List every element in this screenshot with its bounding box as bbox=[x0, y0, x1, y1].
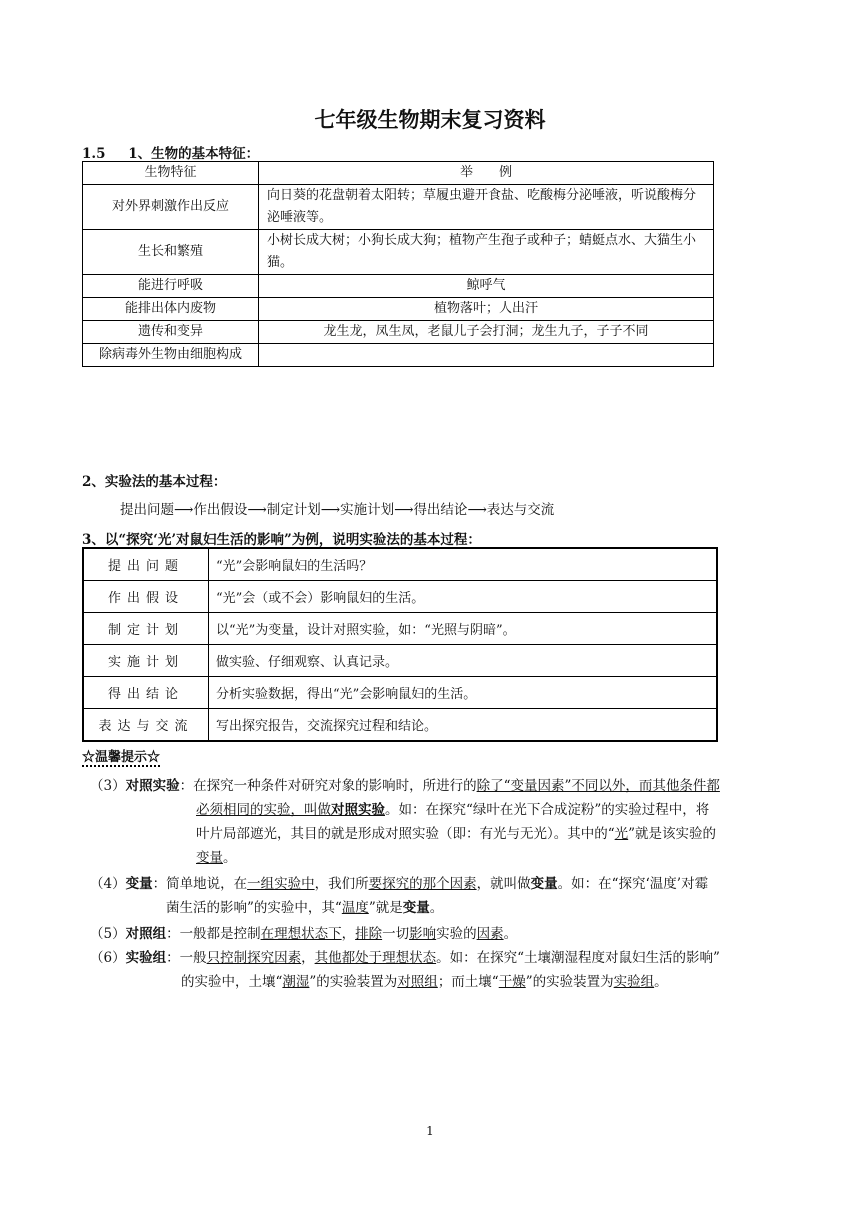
note-label: （6） bbox=[90, 950, 126, 966]
note-text: ：在探究一种条件对研究对象的影响时，所进行的 bbox=[179, 778, 477, 794]
note-3-line2 bbox=[196, 798, 709, 822]
example-cell: 向日葵的花盘朝着太阳转；草履虫避开食盐、吃酸梅分泌唾液，听说酸梅分泌唾液等。 bbox=[259, 185, 714, 230]
note-text: 菌生活的影响”的实验中，其“ bbox=[166, 900, 342, 916]
table-row bbox=[83, 709, 717, 742]
flow-step: 提出问题 bbox=[120, 502, 174, 518]
example-cell: 鲸呼气 bbox=[259, 275, 714, 298]
note-3-line4 bbox=[196, 846, 237, 870]
tips-heading-text: ☆温馨提示☆ bbox=[82, 750, 161, 765]
note-underline: 潮湿 bbox=[282, 974, 310, 990]
long-arrow-icon: ⟶ bbox=[247, 502, 267, 518]
note-text: 。 bbox=[223, 850, 237, 866]
feature-cell: 生长和繁殖 bbox=[83, 230, 259, 275]
features-table bbox=[82, 161, 714, 367]
flow-step: 得出结论 bbox=[413, 502, 468, 518]
feature-cell: 能排出体内废物 bbox=[83, 298, 259, 321]
note-bold: 变量 bbox=[402, 900, 430, 916]
page-number: 1 bbox=[426, 1124, 434, 1138]
example-cell: 植物落叶；人出汗 bbox=[259, 298, 714, 321]
table-row bbox=[83, 344, 714, 367]
flow-step: 作出假设 bbox=[193, 502, 248, 518]
process-flow bbox=[120, 498, 554, 518]
note-text: ”就是 bbox=[368, 900, 403, 916]
note-text: ：一般都是控制 bbox=[166, 926, 261, 942]
step-cell: 实施计划 bbox=[83, 645, 209, 677]
table-row bbox=[83, 230, 714, 275]
note-6 bbox=[90, 946, 720, 970]
note-underline: 光 bbox=[614, 826, 629, 842]
note-underline: 一组实验中 bbox=[247, 876, 315, 892]
note-text: ”的实验装置为 bbox=[525, 974, 614, 990]
note-text: ，我们所 bbox=[314, 876, 369, 892]
note-text: 。 bbox=[654, 974, 668, 990]
note-text: ， bbox=[301, 950, 315, 966]
note-underline: 除了“变量因素”不同以外，而其他条件都 bbox=[476, 778, 720, 794]
note-text: 叶片局部遮光，其目的就是形成对照实验（即：有光与无光）。其中的“ bbox=[196, 826, 615, 842]
note-term: 变量 bbox=[125, 876, 153, 892]
long-arrow-icon: ⟶ bbox=[394, 502, 414, 518]
desc-cell: 以“光”为变量，设计对照实验，如：“光照与阴暗”。 bbox=[209, 613, 718, 645]
note-term: 对照组 bbox=[125, 926, 167, 942]
note-text: ”就是该实验的 bbox=[628, 826, 717, 842]
note-label: （5） bbox=[90, 926, 126, 942]
table-row bbox=[83, 185, 714, 230]
note-text: 。如：在“探究‘温度’对霉 bbox=[557, 876, 709, 892]
table-header-row bbox=[83, 162, 714, 185]
step-cell: 提出问题 bbox=[83, 548, 209, 581]
table-header: 举 例 bbox=[259, 162, 714, 185]
step-cell: 制定计划 bbox=[83, 613, 209, 645]
note-4-line2 bbox=[166, 896, 443, 920]
note-text: 。 bbox=[429, 900, 444, 916]
note-5 bbox=[90, 922, 517, 946]
note-text: ， bbox=[341, 926, 356, 942]
note-text: ：简单地说，在 bbox=[152, 876, 248, 892]
desc-cell: “光”会影响鼠妇的生活吗？ bbox=[209, 548, 718, 581]
section1-heading bbox=[82, 142, 259, 162]
note-underline: 只控制探究因素 bbox=[206, 950, 302, 966]
note-text: 一切 bbox=[382, 926, 410, 942]
note-text: ，就叫做 bbox=[476, 876, 531, 892]
step-cell: 得出结论 bbox=[83, 677, 209, 709]
long-arrow-icon: ⟶ bbox=[320, 502, 341, 518]
example-cell: 龙生龙，凤生凤，老鼠儿子会打洞；龙生九子，子子不同 bbox=[259, 321, 714, 344]
note-underline: 其他都处于理想状态 bbox=[314, 950, 437, 966]
table-row bbox=[83, 613, 717, 645]
note-underline: 温度 bbox=[341, 900, 369, 916]
feature-cell: 对外界刺激作出反应 bbox=[83, 185, 259, 230]
note-text: 。如：在探究“土壤潮湿程度对鼠妇生活的影响” bbox=[436, 950, 720, 966]
table-row bbox=[83, 581, 717, 613]
note-term: 实验组 bbox=[125, 950, 167, 966]
note-label: （3） bbox=[90, 778, 126, 794]
note-text: ”的实验装置为 bbox=[309, 974, 398, 990]
table-row bbox=[83, 548, 717, 581]
note-underline: 因素 bbox=[476, 926, 504, 942]
feature-cell: 除病毒外生物由细胞构成 bbox=[83, 344, 259, 367]
page-title: 七年级生物期末复习资料 bbox=[314, 107, 546, 132]
note-underline: 影响 bbox=[409, 926, 437, 942]
note-underline: 排除 bbox=[355, 926, 383, 942]
section-number: 1.5 bbox=[82, 146, 106, 162]
note-3-line3 bbox=[196, 822, 716, 846]
example-cell bbox=[259, 344, 714, 367]
step-cell: 表达与交流 bbox=[83, 709, 209, 742]
note-text: 的实验中，土壤“ bbox=[181, 974, 283, 990]
note-term: 对照实验 bbox=[125, 778, 180, 794]
section1-title: 1、生物的基本特征： bbox=[128, 146, 260, 162]
table-row bbox=[83, 677, 717, 709]
note-bold: 变量 bbox=[530, 876, 558, 892]
note-3 bbox=[90, 774, 720, 798]
note-label: （4） bbox=[90, 876, 126, 892]
flow-step: 表达与交流 bbox=[486, 502, 555, 518]
note-text: ；而土壤“ bbox=[437, 974, 499, 990]
section3-heading: 3、以“探究‘光’对鼠妇生活的影响”为例，说明实验法的基本过程： bbox=[82, 532, 481, 548]
example-cell: 小树长成大树；小狗长成大狗；植物产生孢子或种子；蜻蜓点水、大猫生小猫。 bbox=[259, 230, 714, 275]
table-row bbox=[83, 321, 714, 344]
desc-cell: 写出探究报告，交流探究过程和结论。 bbox=[209, 709, 718, 742]
note-text: ：一般 bbox=[166, 950, 207, 966]
flow-step: 制定计划 bbox=[266, 502, 321, 518]
note-text: 实验的 bbox=[436, 926, 477, 942]
flow-step: 实施计划 bbox=[340, 502, 395, 518]
note-text: 。 bbox=[503, 926, 518, 942]
step-cell: 作出假设 bbox=[83, 581, 209, 613]
table-row bbox=[83, 645, 717, 677]
desc-cell: 做实验、仔细观察、认真记录。 bbox=[209, 645, 718, 677]
note-term-underline: 对照实验 bbox=[331, 802, 385, 818]
note-underline: 必须相同的实验，叫做 bbox=[196, 802, 331, 818]
note-6-line2 bbox=[181, 970, 668, 994]
note-underline: 实验组 bbox=[613, 974, 655, 990]
note-underline: 要探究的那个因素 bbox=[368, 876, 477, 892]
note-underline: 变量 bbox=[196, 850, 223, 866]
section2-heading: 2、实验法的基本过程： bbox=[82, 474, 227, 490]
feature-cell: 遗传和变异 bbox=[83, 321, 259, 344]
desc-cell: “光”会（或不会）影响鼠妇的生活。 bbox=[209, 581, 718, 613]
long-arrow-icon: ⟶ bbox=[467, 502, 487, 518]
note-underline: 对照组 bbox=[397, 974, 438, 990]
feature-cell: 能进行呼吸 bbox=[83, 275, 259, 298]
tips-heading bbox=[82, 746, 160, 765]
long-arrow-icon: ⟶ bbox=[174, 502, 194, 518]
desc-cell: 分析实验数据，得出“光”会影响鼠妇的生活。 bbox=[209, 677, 718, 709]
note-underline: 在理想状态下 bbox=[260, 926, 342, 942]
table-row bbox=[83, 275, 714, 298]
experiment-steps-table bbox=[82, 547, 718, 742]
table-row bbox=[83, 298, 714, 321]
note-text: 。如：在探究“绿叶在光下合成淀粉”的实验过程中，将 bbox=[385, 802, 710, 818]
table-header: 生物特征 bbox=[83, 162, 259, 185]
note-4 bbox=[90, 872, 708, 896]
note-underline: 干燥 bbox=[498, 974, 526, 990]
